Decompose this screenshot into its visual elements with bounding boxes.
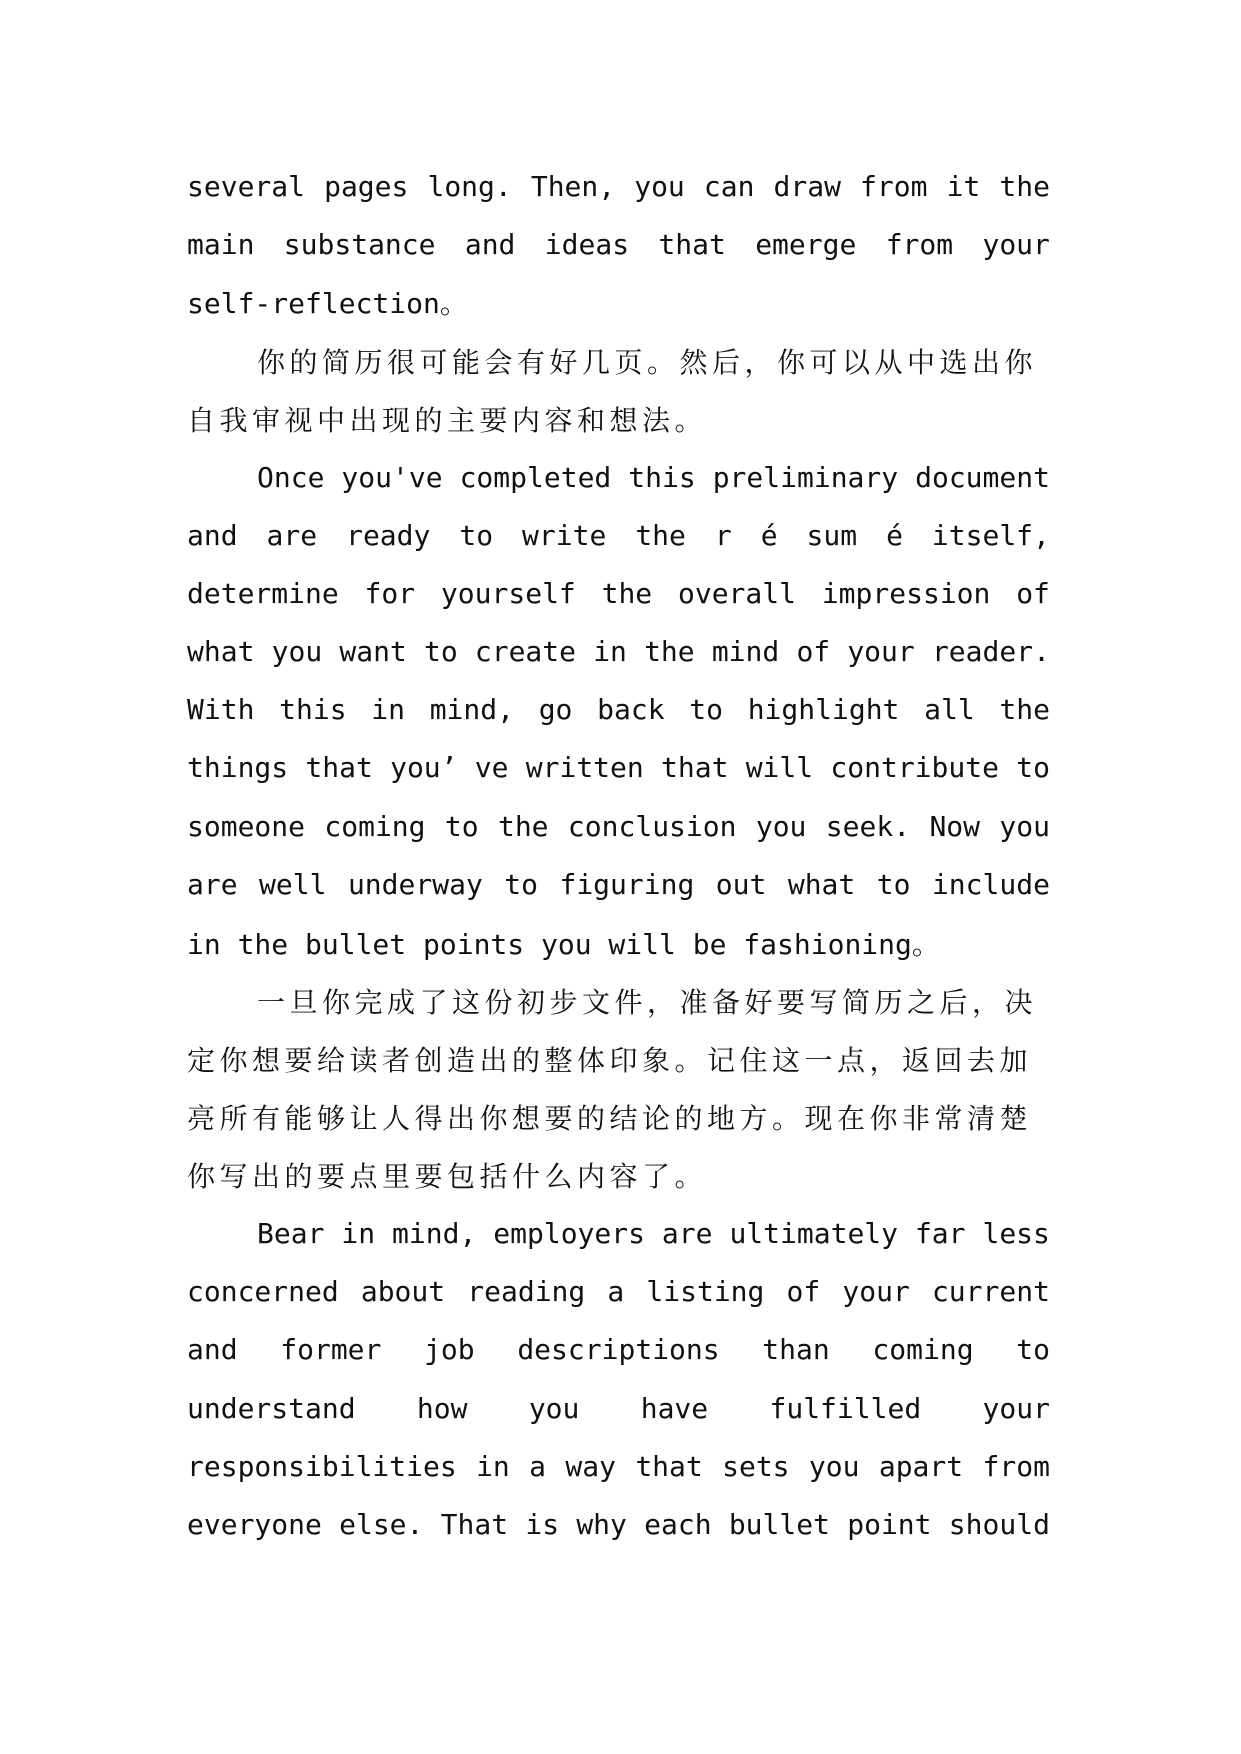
word: your (842, 1275, 910, 1309)
document-body (187, 157, 1050, 1554)
word: overall (677, 576, 796, 610)
word: ve (474, 751, 509, 785)
word: preliminary (712, 460, 899, 494)
word: mind, (392, 1216, 477, 1250)
word: figuring (559, 867, 695, 901)
word: how (416, 1391, 468, 1425)
word: to (1016, 751, 1050, 785)
text-line: in the bullet points you will be fashioning。 (187, 927, 940, 961)
word: mind, (429, 693, 514, 727)
word: write (522, 518, 607, 552)
word: this (628, 460, 696, 494)
word: job (424, 1333, 475, 1367)
word: former (280, 1333, 382, 1367)
text-line: 自我审视中出现的主要内容和想法。 (187, 403, 708, 437)
word: in (341, 1216, 376, 1250)
word: current (931, 1275, 1050, 1309)
word: impression (821, 576, 991, 610)
word: a (607, 1275, 625, 1309)
word: have (640, 1391, 709, 1425)
word: your (847, 635, 915, 669)
word: can (703, 169, 755, 203)
word: should (948, 1507, 1050, 1541)
word: what (187, 635, 255, 669)
word: why (576, 1507, 627, 1541)
word: of (786, 1275, 821, 1309)
paragraph-en-1 (187, 157, 1050, 332)
word: Once (257, 460, 325, 494)
word: highlight (747, 693, 900, 727)
word: bullet (728, 1507, 830, 1541)
word: yourself (440, 576, 576, 610)
word: é (886, 518, 903, 552)
word: coming (872, 1333, 974, 1367)
word: go (538, 693, 573, 727)
word: long. (427, 169, 512, 203)
word: are (187, 867, 238, 901)
word: Then, (530, 169, 616, 203)
word: concerned (187, 1275, 339, 1309)
word: descriptions (517, 1333, 720, 1367)
paragraph-zh-1 (187, 332, 1050, 448)
word: to (459, 518, 494, 552)
text-line (187, 1321, 1050, 1379)
word: determine (187, 576, 339, 610)
word: several (187, 169, 306, 203)
word: mind (711, 635, 780, 669)
word: the (497, 809, 549, 843)
text-line (187, 797, 1050, 855)
word: from (982, 1449, 1050, 1483)
text-line (187, 1437, 1050, 1495)
word: fulfilled (769, 1391, 922, 1425)
text-line: 你的简历很可能会有好几页。然后，你可以从中选出你 (257, 345, 1038, 379)
word: underway (347, 867, 483, 901)
word: less (982, 1216, 1050, 1250)
word: ready (346, 518, 431, 552)
text-line (187, 855, 1050, 913)
word: it (946, 169, 981, 203)
word: to (876, 867, 911, 901)
word: é (760, 518, 778, 552)
word: coming (324, 809, 426, 843)
word: to (689, 693, 723, 727)
word: and (187, 1333, 238, 1367)
word: each (644, 1507, 712, 1541)
text-line: 一旦你完成了这份初步文件，准备好要写简历之后，决 (257, 985, 1038, 1019)
text-line (187, 1379, 1050, 1437)
word: to (504, 867, 538, 901)
text-line (187, 681, 1050, 739)
word: this (279, 693, 347, 727)
word: than (762, 1333, 830, 1367)
word: you've (341, 460, 443, 494)
word: you (271, 635, 323, 669)
word: you (755, 809, 807, 843)
word: the (635, 518, 686, 552)
text-line: 定你想要给读者创造出的整体印象。记住这一点，返回去加 (187, 1043, 1033, 1077)
text-line (187, 623, 1050, 681)
word: to (1016, 1333, 1050, 1367)
word: completed (459, 460, 612, 494)
word: you (999, 809, 1050, 843)
word: all (924, 693, 975, 727)
word: With (187, 693, 255, 727)
word: listing (646, 1275, 765, 1309)
text-line (187, 215, 1050, 273)
text-line: 你写出的要点里要包括什么内容了。 (187, 1160, 708, 1194)
word: main (187, 227, 255, 261)
word: your (982, 227, 1050, 261)
word: in (593, 635, 627, 669)
word: That (440, 1507, 509, 1541)
word: else. (339, 1507, 424, 1541)
word: responsibilities (187, 1449, 457, 1483)
word: someone (187, 809, 306, 843)
word: and (187, 518, 238, 552)
word: and (464, 227, 516, 261)
word: point (847, 1507, 932, 1541)
word: the (601, 576, 653, 610)
word: want (339, 635, 407, 669)
word: r (714, 518, 732, 552)
word: from (885, 227, 954, 261)
word: everyone (187, 1507, 322, 1541)
word: document (915, 460, 1050, 494)
word: for (364, 576, 416, 610)
word: you’ (390, 751, 458, 785)
word: the (999, 693, 1050, 727)
word: written (525, 751, 644, 785)
word: sum (806, 518, 858, 552)
word: include (931, 867, 1050, 901)
word: ideas (544, 227, 630, 261)
text-line (187, 1204, 1050, 1262)
word: about (360, 1275, 446, 1309)
word: things (187, 751, 289, 785)
word: way (565, 1449, 616, 1483)
paragraph-en-3 (187, 1204, 1050, 1553)
word: are (266, 518, 318, 552)
word: emerge (755, 227, 857, 261)
word: to (444, 809, 479, 843)
word: well (259, 867, 327, 901)
paragraph-zh-2 (187, 972, 1050, 1205)
word: Now (929, 809, 981, 843)
text-line (187, 1263, 1050, 1321)
word: in (476, 1449, 510, 1483)
word: draw (773, 169, 841, 203)
word: to (423, 635, 458, 669)
word: conclusion (567, 809, 737, 843)
word: in (371, 693, 405, 727)
word: out (715, 867, 767, 901)
word: the (999, 169, 1050, 203)
word: Bear (257, 1216, 325, 1250)
text-line (187, 448, 1050, 506)
word: back (597, 693, 665, 727)
word: you (634, 169, 685, 203)
text-line (187, 564, 1050, 622)
word: understand (187, 1391, 356, 1425)
word: create (474, 635, 577, 669)
word: sets (722, 1449, 790, 1483)
text-line: 亮所有能够让人得出你想要的结论的地方。现在你非常清楚 (187, 1102, 1033, 1136)
word: of (796, 635, 831, 669)
text-line (187, 506, 1050, 564)
word: you (808, 1449, 860, 1483)
word: reading (467, 1275, 586, 1309)
word: that (305, 751, 373, 785)
word: substance (283, 227, 436, 261)
word: far (914, 1216, 966, 1250)
word: what (787, 867, 856, 901)
word: contribute (830, 751, 999, 785)
paragraph-en-2 (187, 448, 1050, 972)
word: you (528, 1391, 580, 1425)
text-line (187, 157, 1050, 215)
word: that (661, 751, 729, 785)
word: employers (493, 1216, 645, 1250)
word: the (644, 635, 695, 669)
word: pages (324, 169, 409, 203)
text-line (187, 739, 1050, 797)
word: of (1016, 576, 1050, 610)
word: apart (878, 1449, 964, 1483)
word: reader. (931, 635, 1050, 669)
word: your (982, 1391, 1050, 1425)
word: are (661, 1216, 713, 1250)
word: itself, (931, 518, 1050, 552)
word: seek. (825, 809, 911, 843)
word: is (525, 1507, 560, 1541)
word: that (635, 1449, 703, 1483)
word: will (745, 751, 814, 785)
text-line (187, 1495, 1050, 1553)
word: a (529, 1449, 547, 1483)
word: from (860, 169, 928, 203)
word: ultimately (729, 1216, 899, 1250)
word: that (658, 227, 726, 261)
text-line: self-reflection。 (187, 287, 468, 321)
